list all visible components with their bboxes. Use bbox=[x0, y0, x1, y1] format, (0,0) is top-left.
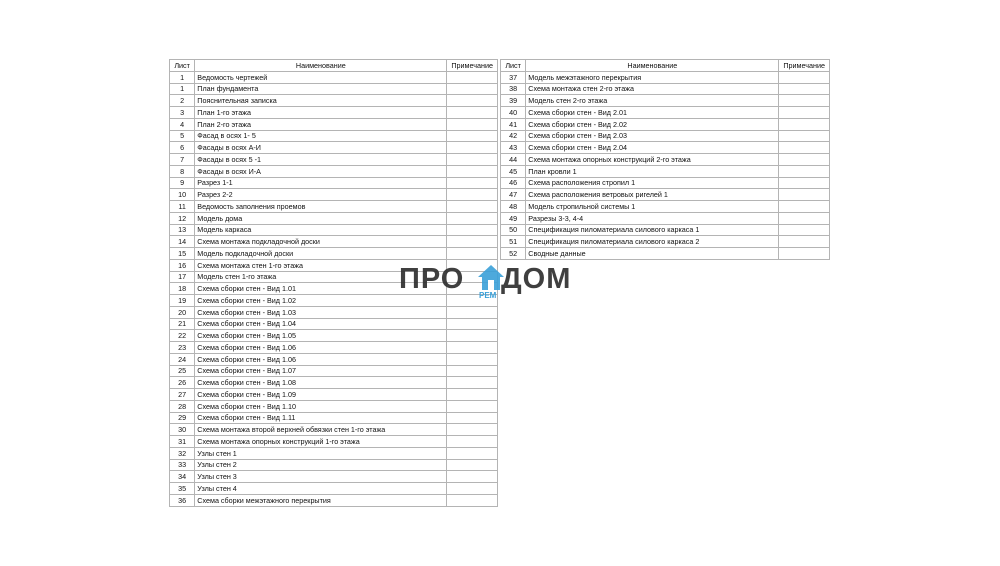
note-cell bbox=[447, 83, 498, 95]
sheet-number-cell: 39 bbox=[501, 95, 526, 107]
sheet-number-cell: 35 bbox=[170, 483, 195, 495]
table-row bbox=[501, 154, 830, 166]
sheet-name-cell: Фасады в осях А-И bbox=[195, 142, 447, 154]
table-body-right bbox=[501, 71, 830, 259]
sheet-number-cell: 10 bbox=[170, 189, 195, 201]
sheet-name-cell: Схема расположения ветровых ригелей 1 bbox=[526, 189, 779, 201]
sheet-name-cell: Разрез 2-2 bbox=[195, 189, 447, 201]
note-cell bbox=[779, 201, 830, 213]
sheet-name-cell: Схема сборки стен - Вид 1.09 bbox=[195, 389, 447, 401]
sheet-name-cell: Схема сборки стен - Вид 1.04 bbox=[195, 318, 447, 330]
sheet-name-cell: Схема монтажа опорных конструкций 1-го этажа bbox=[195, 436, 447, 448]
table-row bbox=[501, 142, 830, 154]
sheet-number-cell: 22 bbox=[170, 330, 195, 342]
note-cell bbox=[447, 412, 498, 424]
note-cell bbox=[447, 189, 498, 201]
note-cell bbox=[447, 483, 498, 495]
note-cell bbox=[447, 318, 498, 330]
table-row bbox=[170, 447, 498, 459]
column-header-name: Наименование bbox=[195, 60, 447, 72]
note-cell bbox=[447, 107, 498, 119]
note-cell bbox=[447, 353, 498, 365]
sheet-number-cell: 19 bbox=[170, 295, 195, 307]
note-cell bbox=[779, 142, 830, 154]
sheet-name-cell: Модель подкладочной доски bbox=[195, 248, 447, 260]
sheet-number-cell: 2 bbox=[170, 95, 195, 107]
table-row bbox=[170, 224, 498, 236]
sheet-number-cell: 9 bbox=[170, 177, 195, 189]
sheet-name-cell: Модель каркаса bbox=[195, 224, 447, 236]
sheet-name-cell: План фундамента bbox=[195, 83, 447, 95]
watermark-logo bbox=[399, 263, 599, 303]
sheet-name-cell: Фасады в осях 5 -1 bbox=[195, 154, 447, 166]
sheet-name-cell: Схема сборки стен - Вид 1.01 bbox=[195, 283, 447, 295]
sheet-name-cell: Схема сборки стен - Вид 1.07 bbox=[195, 365, 447, 377]
table-row bbox=[170, 436, 498, 448]
table-row bbox=[501, 212, 830, 224]
sheet-name-cell: Схема расположения стропил 1 bbox=[526, 177, 779, 189]
table-row bbox=[170, 83, 498, 95]
sheet-name-cell: План 1-го этажа bbox=[195, 107, 447, 119]
sheet-name-cell: Модель дома bbox=[195, 212, 447, 224]
table-header-row bbox=[170, 60, 498, 72]
note-cell bbox=[779, 165, 830, 177]
sheet-name-cell: Модель стен 1-го этажа bbox=[195, 271, 447, 283]
sheet-name-cell: Модель стропильной системы 1 bbox=[526, 201, 779, 213]
sheet-name-cell: Разрезы 3-3, 4-4 bbox=[526, 212, 779, 224]
table-row bbox=[501, 165, 830, 177]
sheet-number-cell: 13 bbox=[170, 224, 195, 236]
sheet-number-cell: 28 bbox=[170, 400, 195, 412]
note-cell bbox=[447, 165, 498, 177]
note-cell bbox=[447, 330, 498, 342]
note-cell bbox=[779, 236, 830, 248]
sheet-name-cell: Схема монтажа опорных конструкций 2-го этажа bbox=[526, 154, 779, 166]
note-cell bbox=[779, 212, 830, 224]
table-row bbox=[170, 201, 498, 213]
sheet-name-cell: Схема сборки стен - Вид 2.04 bbox=[526, 142, 779, 154]
sheet-name-cell: Пояснительная записка bbox=[195, 95, 447, 107]
sheet-number-cell: 18 bbox=[170, 283, 195, 295]
note-cell bbox=[779, 177, 830, 189]
sheet-name-cell: Схема монтажа стен 2-го этажа bbox=[526, 83, 779, 95]
sheet-name-cell: Схема монтажа стен 1-го этажа bbox=[195, 259, 447, 271]
sheet-number-cell: 6 bbox=[170, 142, 195, 154]
sheet-name-cell: План кровли 1 bbox=[526, 165, 779, 177]
table-row bbox=[170, 471, 498, 483]
column-header-name: Наименование bbox=[526, 60, 779, 72]
sheet-name-cell: Схема сборки стен - Вид 1.06 bbox=[195, 353, 447, 365]
sheet-name-cell: Схема сборки стен - Вид 1.11 bbox=[195, 412, 447, 424]
sheet-number-cell: 23 bbox=[170, 342, 195, 354]
sheet-number-cell: 38 bbox=[501, 83, 526, 95]
note-cell bbox=[447, 236, 498, 248]
table-row bbox=[170, 142, 498, 154]
sheet-number-cell: 16 bbox=[170, 259, 195, 271]
sheet-number-cell: 52 bbox=[501, 248, 526, 260]
table-row bbox=[170, 212, 498, 224]
note-cell bbox=[447, 424, 498, 436]
sheet-number-cell: 44 bbox=[501, 154, 526, 166]
note-cell bbox=[447, 212, 498, 224]
sheet-number-cell: 17 bbox=[170, 271, 195, 283]
sheet-number-cell: 24 bbox=[170, 353, 195, 365]
note-cell bbox=[447, 177, 498, 189]
note-cell bbox=[447, 389, 498, 401]
note-cell bbox=[447, 306, 498, 318]
table-row bbox=[170, 459, 498, 471]
note-cell bbox=[447, 224, 498, 236]
column-header-note: Примечание bbox=[779, 60, 830, 72]
sheet-number-cell: 25 bbox=[170, 365, 195, 377]
sheet-number-cell: 1 bbox=[170, 71, 195, 83]
note-cell bbox=[447, 71, 498, 83]
note-cell bbox=[447, 142, 498, 154]
sheet-number-cell: 33 bbox=[170, 459, 195, 471]
sheet-name-cell: Схема сборки стен - Вид 1.06 bbox=[195, 342, 447, 354]
sheet-name-cell: Узлы стен 2 bbox=[195, 459, 447, 471]
note-cell bbox=[447, 400, 498, 412]
sheet-number-cell: 43 bbox=[501, 142, 526, 154]
sheet-name-cell: Схема сборки межэтажного перекрытия bbox=[195, 494, 447, 506]
sheet-name-cell: Спецификация пиломатериала силового каркаса 1 bbox=[526, 224, 779, 236]
table-row bbox=[170, 377, 498, 389]
sheet-number-cell: 26 bbox=[170, 377, 195, 389]
sheet-number-cell: 12 bbox=[170, 212, 195, 224]
watermark-subtext: РЕМ bbox=[479, 291, 497, 300]
sheet-name-cell: Модель стен 2-го этажа bbox=[526, 95, 779, 107]
sheet-name-cell: Схема монтажа подкладочной доски bbox=[195, 236, 447, 248]
note-cell bbox=[779, 71, 830, 83]
sheet-number-cell: 49 bbox=[501, 212, 526, 224]
sheet-number-cell: 48 bbox=[501, 201, 526, 213]
table-row bbox=[501, 224, 830, 236]
sheet-number-cell: 37 bbox=[501, 71, 526, 83]
note-cell bbox=[447, 365, 498, 377]
sheet-name-cell: План 2-го этажа bbox=[195, 118, 447, 130]
table-row bbox=[170, 412, 498, 424]
table-row bbox=[170, 342, 498, 354]
sheet-name-cell: Модель межэтажного перекрытия bbox=[526, 71, 779, 83]
note-cell bbox=[447, 459, 498, 471]
sheet-name-cell: Узлы стен 1 bbox=[195, 447, 447, 459]
table-row bbox=[170, 236, 498, 248]
sheet-number-cell: 40 bbox=[501, 107, 526, 119]
note-cell bbox=[779, 118, 830, 130]
sheet-number-cell: 7 bbox=[170, 154, 195, 166]
table-row bbox=[170, 353, 498, 365]
sheet-number-cell: 5 bbox=[170, 130, 195, 142]
note-cell bbox=[447, 447, 498, 459]
note-cell bbox=[779, 95, 830, 107]
note-cell bbox=[779, 83, 830, 95]
table-row bbox=[501, 248, 830, 260]
sheet-number-cell: 46 bbox=[501, 177, 526, 189]
sheet-number-cell: 31 bbox=[170, 436, 195, 448]
sheet-name-cell: Узлы стен 3 bbox=[195, 471, 447, 483]
note-cell bbox=[447, 471, 498, 483]
sheet-name-cell: Ведомость заполнения проемов bbox=[195, 201, 447, 213]
sheet-name-cell: Разрез 1-1 bbox=[195, 177, 447, 189]
note-cell bbox=[447, 248, 498, 260]
drawing-list-table-right bbox=[500, 59, 830, 260]
table-row bbox=[170, 248, 498, 260]
watermark-text-right: ДОМ bbox=[501, 263, 572, 295]
note-cell bbox=[447, 118, 498, 130]
column-header-sheet: Лист bbox=[170, 60, 195, 72]
table-row bbox=[501, 71, 830, 83]
note-cell bbox=[779, 130, 830, 142]
sheet-number-cell: 11 bbox=[170, 201, 195, 213]
note-cell bbox=[447, 494, 498, 506]
sheet-name-cell: Схема сборки стен - Вид 1.05 bbox=[195, 330, 447, 342]
table-row bbox=[170, 318, 498, 330]
table-row bbox=[170, 177, 498, 189]
table-row bbox=[501, 83, 830, 95]
column-header-note: Примечание bbox=[447, 60, 498, 72]
table-row bbox=[170, 118, 498, 130]
table-row bbox=[501, 201, 830, 213]
sheet-name-cell: Сводные данные bbox=[526, 248, 779, 260]
note-cell bbox=[447, 154, 498, 166]
watermark-text-left: ПРО bbox=[399, 263, 465, 295]
note-cell bbox=[779, 189, 830, 201]
table-row bbox=[170, 424, 498, 436]
table-row bbox=[170, 494, 498, 506]
sheet-number-cell: 15 bbox=[170, 248, 195, 260]
table-row bbox=[170, 365, 498, 377]
table-row bbox=[170, 107, 498, 119]
sheet-name-cell: Схема сборки стен - Вид 1.10 bbox=[195, 400, 447, 412]
sheet-number-cell: 51 bbox=[501, 236, 526, 248]
table-row bbox=[170, 71, 498, 83]
table-row bbox=[170, 330, 498, 342]
sheet-number-cell: 34 bbox=[170, 471, 195, 483]
sheet-name-cell: Схема сборки стен - Вид 2.01 bbox=[526, 107, 779, 119]
sheet-name-cell: Фасады в осях И-А bbox=[195, 165, 447, 177]
sheet-name-cell: Спецификация пиломатериала силового каркаса 2 bbox=[526, 236, 779, 248]
note-cell bbox=[447, 342, 498, 354]
table-row bbox=[170, 95, 498, 107]
sheet-number-cell: 36 bbox=[170, 494, 195, 506]
table-header-row bbox=[501, 60, 830, 72]
sheet-number-cell: 1 bbox=[170, 83, 195, 95]
sheet-number-cell: 41 bbox=[501, 118, 526, 130]
sheet-name-cell: Схема сборки стен - Вид 1.08 bbox=[195, 377, 447, 389]
sheet-number-cell: 50 bbox=[501, 224, 526, 236]
table-row bbox=[170, 483, 498, 495]
table-row bbox=[501, 107, 830, 119]
table-row bbox=[170, 189, 498, 201]
table-row bbox=[170, 154, 498, 166]
note-cell bbox=[779, 107, 830, 119]
sheet-number-cell: 27 bbox=[170, 389, 195, 401]
sheet-name-cell: Схема сборки стен - Вид 2.02 bbox=[526, 118, 779, 130]
sheet-name-cell: Ведомость чертежей bbox=[195, 71, 447, 83]
table-row bbox=[501, 177, 830, 189]
table-row bbox=[501, 130, 830, 142]
sheet-number-cell: 42 bbox=[501, 130, 526, 142]
sheet-name-cell: Схема сборки стен - Вид 1.02 bbox=[195, 295, 447, 307]
sheet-number-cell: 20 bbox=[170, 306, 195, 318]
sheet-number-cell: 30 bbox=[170, 424, 195, 436]
sheet-name-cell: Узлы стен 4 bbox=[195, 483, 447, 495]
sheet-name-cell: Схема сборки стен - Вид 2.03 bbox=[526, 130, 779, 142]
table-row bbox=[170, 400, 498, 412]
sheet-number-cell: 47 bbox=[501, 189, 526, 201]
sheet-number-cell: 14 bbox=[170, 236, 195, 248]
note-cell bbox=[779, 154, 830, 166]
table-row bbox=[501, 189, 830, 201]
sheet-number-cell: 4 bbox=[170, 118, 195, 130]
table-row bbox=[501, 236, 830, 248]
note-cell bbox=[447, 95, 498, 107]
sheet-number-cell: 3 bbox=[170, 107, 195, 119]
sheet-name-cell: Схема сборки стен - Вид 1.03 bbox=[195, 306, 447, 318]
table-row bbox=[170, 306, 498, 318]
sheet-name-cell: Фасад в осях 1- 5 bbox=[195, 130, 447, 142]
sheet-number-cell: 29 bbox=[170, 412, 195, 424]
note-cell bbox=[447, 377, 498, 389]
sheet-name-cell: Схема монтажа второй верхней обвязки стен 1-го этажа bbox=[195, 424, 447, 436]
sheet-number-cell: 32 bbox=[170, 447, 195, 459]
table-row bbox=[170, 389, 498, 401]
table-row bbox=[170, 165, 498, 177]
table-row bbox=[501, 118, 830, 130]
sheet-number-cell: 45 bbox=[501, 165, 526, 177]
note-cell bbox=[779, 248, 830, 260]
note-cell bbox=[779, 224, 830, 236]
column-header-sheet: Лист bbox=[501, 60, 526, 72]
note-cell bbox=[447, 436, 498, 448]
sheet-number-cell: 8 bbox=[170, 165, 195, 177]
note-cell bbox=[447, 201, 498, 213]
sheet-number-cell: 21 bbox=[170, 318, 195, 330]
table-row bbox=[170, 130, 498, 142]
table-row bbox=[501, 95, 830, 107]
note-cell bbox=[447, 130, 498, 142]
